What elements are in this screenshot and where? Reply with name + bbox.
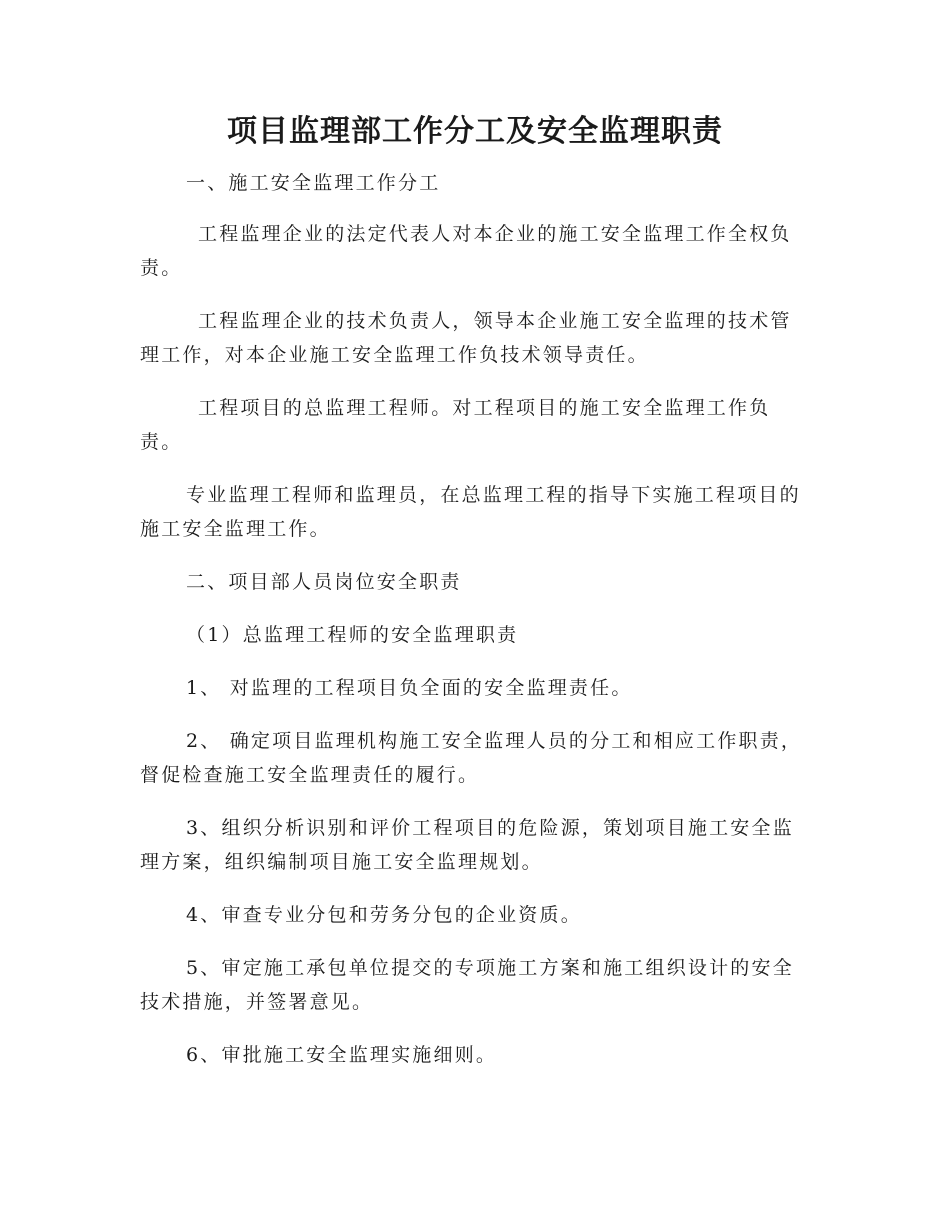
document-title: 项目监理部工作分工及安全监理职责 bbox=[227, 114, 723, 149]
paragraph: 专业监理工程师和监理员，在总监理工程的指导下实施工程项目的施工安全监理工作。 bbox=[140, 484, 801, 540]
paragraph: 工程项目的总监理工程师。对工程项目的施工安全监理工作负责。 bbox=[140, 397, 771, 453]
list-item: 4、审查专业分包和劳务分包的企业资质。 bbox=[186, 904, 582, 926]
list-item: 6、审批施工安全监理实施细则。 bbox=[186, 1044, 498, 1066]
section-heading-2: 二、项目部人员岗位安全职责 bbox=[186, 571, 462, 593]
document-body bbox=[140, 166, 810, 1091]
list-item: 3、组织分析识别和评价工程项目的危险源，策划项目施工安全监理方案，组织编制项目施工安全监理规划。 bbox=[140, 817, 794, 873]
list-item: 1、 对监理的工程项目负全面的安全监理责任。 bbox=[186, 677, 633, 699]
list-item: 5、审定施工承包单位提交的专项施工方案和施工组织设计的安全技术措施，并签署意见。 bbox=[140, 957, 794, 1013]
paragraph: 工程监理企业的技术负责人，领导本企业施工安全监理的技术管理工作，对本企业施工安全监理工作负技术领导责任。 bbox=[140, 310, 792, 366]
subsection-heading: （1）总监理工程师的安全监理职责 bbox=[186, 624, 519, 646]
paragraph: 工程监理企业的法定代表人对本企业的施工安全监理工作全权负责。 bbox=[140, 223, 792, 279]
section-heading-1: 一、施工安全监理工作分工 bbox=[186, 172, 441, 194]
list-item: 2、 确定项目监理机构施工安全监理人员的分工和相应工作职责，督促检查施工安全监理责任的履行。 bbox=[140, 730, 803, 786]
